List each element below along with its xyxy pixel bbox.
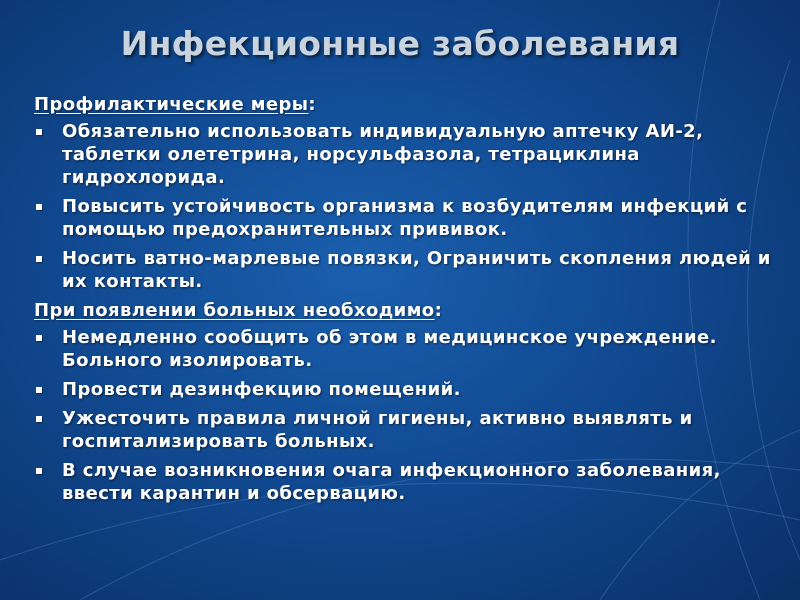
list-item <box>34 120 790 189</box>
list-item-text: Носить ватно-марлевые повязки, Ограничить скопления людей и их контакты. <box>62 248 771 292</box>
list-item <box>34 326 790 372</box>
list-item <box>34 195 790 241</box>
bullet-icon <box>36 129 42 135</box>
bullet-icon <box>36 387 42 393</box>
bullet-icon <box>36 204 42 210</box>
list-item-text: В случае возникновения очага инфекционного заболевания, ввести карантин и обсервацию. <box>62 460 721 504</box>
list-item-text: Провести дезинфекцию помещений. <box>62 379 461 400</box>
list-item <box>34 247 790 293</box>
section-heading-colon: : <box>434 300 443 321</box>
slide-content <box>34 93 790 511</box>
section-heading-text: Профилактические меры <box>34 94 309 115</box>
section-heading-colon: : <box>308 94 317 115</box>
bullet-icon <box>36 256 42 262</box>
list-item-text: Немедленно сообщить об этом в медицинское учреждение. Больного изолировать. <box>62 327 717 371</box>
list-item-text: Ужесточить правила личной гигиены, активно выявлять и госпитализировать больных. <box>62 408 693 452</box>
list-item-text: Обязательно использовать индивидуальную аптечку АИ-2, таблетки олететрина, норсульфазола, тетрациклина гидрохлорида. <box>62 121 704 188</box>
list-item <box>34 378 790 401</box>
section-heading-prevention <box>34 93 790 116</box>
slide-title: Инфекционные заболевания <box>120 24 680 63</box>
list-item <box>34 459 790 505</box>
list-item-text: Повысить устойчивость организма к возбудителям инфекций с помощью предохранительных прививок. <box>62 196 748 240</box>
section-heading-patients <box>34 299 790 322</box>
section-heading-text: При появлении больных необходимо <box>34 300 435 321</box>
bullet-icon <box>36 468 42 474</box>
bullet-icon <box>36 416 42 422</box>
prevention-list <box>34 120 790 293</box>
patient-actions-list <box>34 326 790 505</box>
bullet-icon <box>36 335 42 341</box>
list-item <box>34 407 790 453</box>
